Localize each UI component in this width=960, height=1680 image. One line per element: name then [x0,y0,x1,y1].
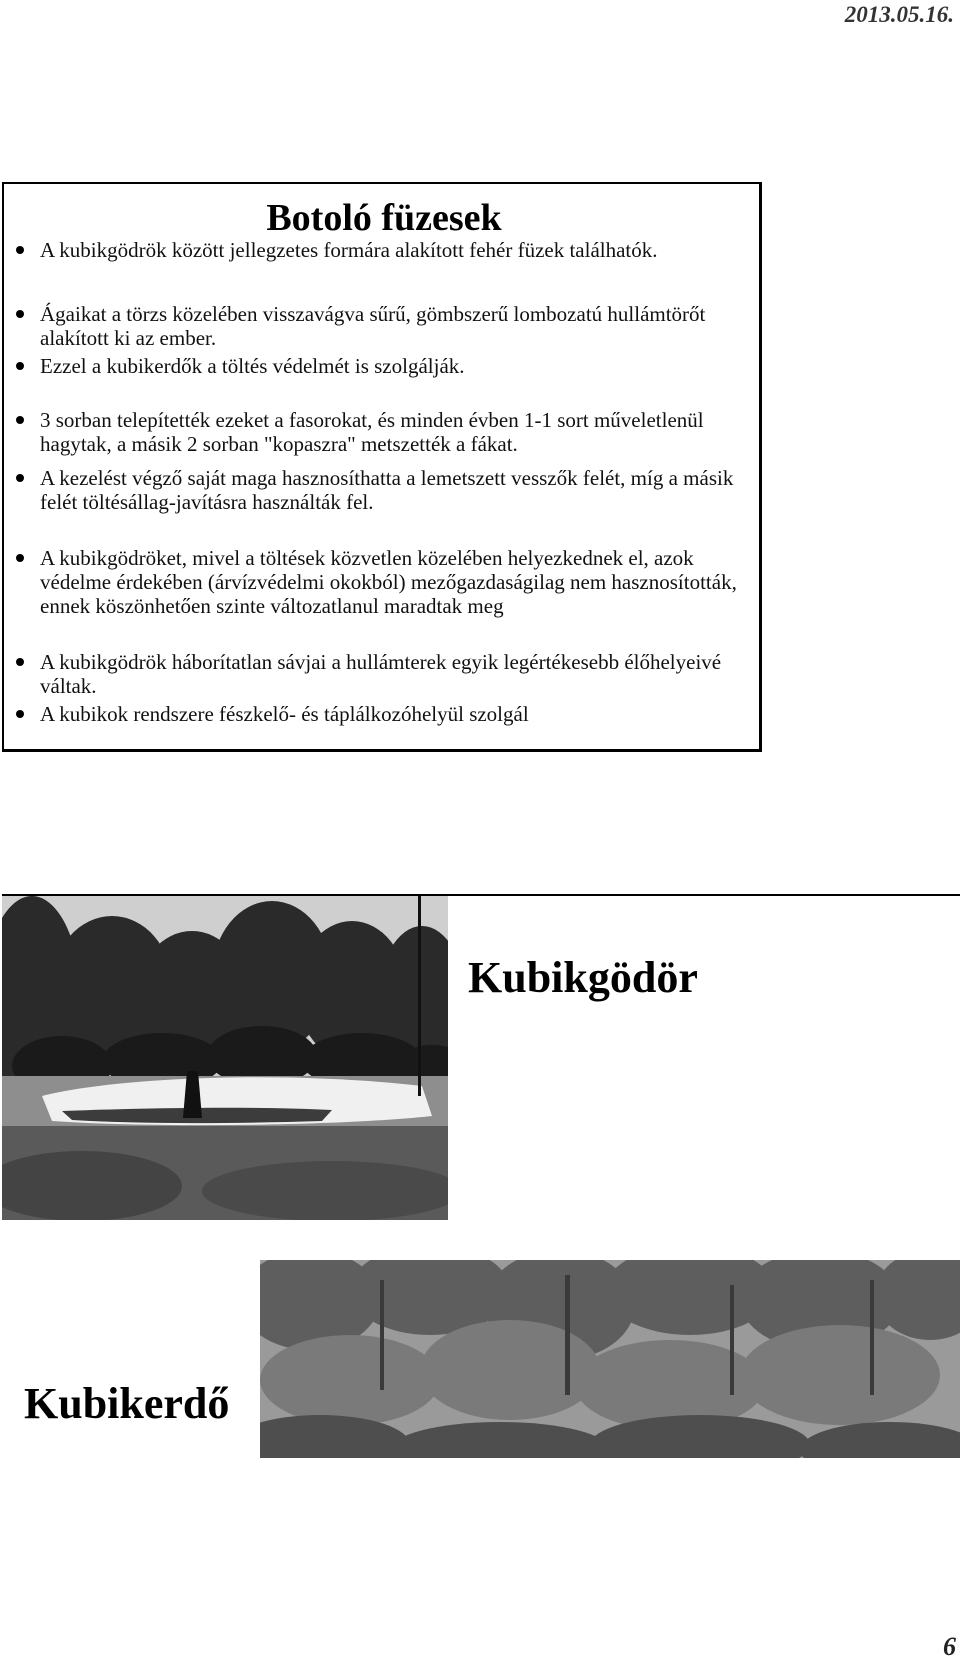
forest-photo [260,1260,960,1458]
pond-photo [2,896,448,1220]
bullet-text: A kubikgödrök háborítatlan sávjai a hullámterek egyik legértékesebb élőhelyeivé váltak. [40,650,722,698]
bullet-dot-icon [16,246,24,254]
bullet-text: A kubikgödrök között jellegzetes formára alakított fehér füzek találhatók. [40,238,658,262]
bullet-dot-icon [16,310,24,318]
bullet-text: Ágaikat a törzs közelében visszavágva sűrű, gömbszerű lombozatú hullámtörőt alakított ki az ember. [40,302,706,350]
bullet-dot-icon [16,554,24,562]
bullet-dot-icon [16,474,24,482]
bullet-dot-icon [16,658,24,666]
bullet-list [4,184,764,754]
page-number: 6 [943,1632,956,1661]
caption-kubikerdo: Kubikerdő [24,1379,230,1428]
header-date: 2013.05.16. [844,2,954,27]
bullet-text: A kezelést végző saját maga hasznosíthatta a lemetszett vesszők felét, míg a másik felét töltésállag-javításra használták fel. [40,466,734,514]
slide-title: Botoló füzesek [266,197,502,239]
bullet-dot-icon [16,416,24,424]
slide-kubikgodor-kubikerdo [2,894,960,1458]
slide-botolo-fuzesek [2,182,762,752]
bullet-dot-icon [16,362,24,370]
bullet-text: Ezzel a kubikerdők a töltés védelmét is szolgálják. [40,354,465,378]
caption-kubikgodor: Kubikgödör [468,953,698,1002]
bullet-text: 3 sorban telepítették ezeket a fasorokat, és minden évben 1-1 sort műveletlenül hagytak, a másik 2 sorban "kopaszra" metszették a fákat. [40,408,704,456]
bullet-text: A kubikok rendszere fészkelő- és táplálkozóhelyül szolgál [40,702,529,726]
bullet-text: A kubikgödröket, mivel a töltések közvetlen közelében helyezkednek el, azok védelme érdekében (árvízvédelmi okokból) mezőgazdaságilag nem hasznosították, ennek köszönhetően szinte változatlanul maradtak meg [40,546,737,618]
bullet-dot-icon [16,710,24,718]
